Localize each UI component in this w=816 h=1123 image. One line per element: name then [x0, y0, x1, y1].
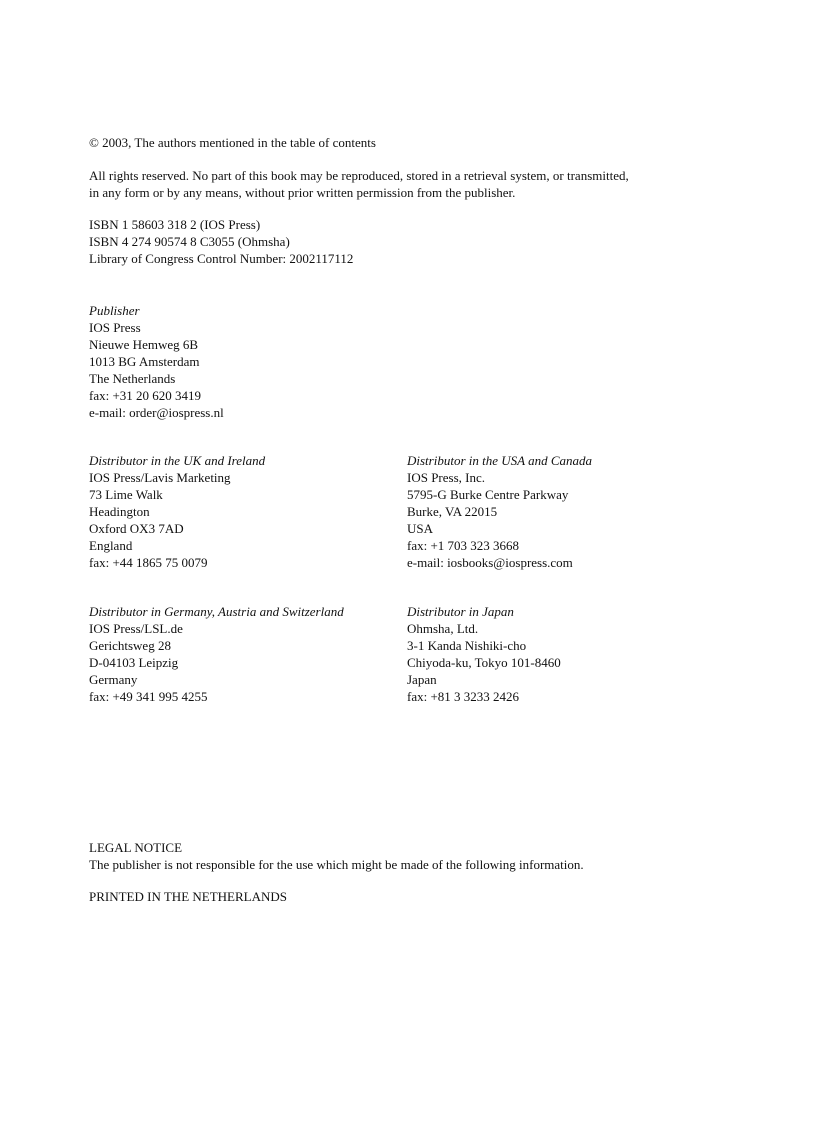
publisher-block	[89, 302, 224, 421]
distributor-usa-heading: Distributor in the USA and Canada	[407, 453, 593, 468]
lccn-line: Library of Congress Control Number: 2002117112	[89, 251, 354, 266]
distributor-japan-heading: Distributor in Japan	[407, 604, 514, 619]
copyright-notice	[89, 134, 376, 151]
fax-line: fax: +44 1865 75 0079	[89, 555, 208, 570]
isbn-block	[89, 216, 353, 267]
isbn-line: ISBN 1 58603 318 2 (IOS Press)	[89, 217, 261, 232]
address-line: England	[89, 538, 133, 553]
address-line: Chiyoda-ku, Tokyo 101-8460	[407, 655, 561, 670]
address-line: IOS Press, Inc.	[407, 470, 485, 485]
address-line: Gerichtsweg 28	[89, 638, 171, 653]
fax-line: fax: +49 341 995 4255	[89, 689, 208, 704]
address-line: Ohmsha, Ltd.	[407, 621, 479, 636]
address-line: IOS Press	[89, 320, 141, 335]
address-line: 1013 BG Amsterdam	[89, 354, 200, 369]
fax-line: fax: +31 20 620 3419	[89, 388, 202, 403]
legal-notice-text: The publisher is not responsible for the use which might be made of the following information.	[89, 857, 584, 872]
rights-line: All rights reserved. No part of this book may be reproduced, stored in a retrieval system, or transmitted,	[89, 168, 629, 183]
rights-line: in any form or by any means, without prior written permission from the publisher.	[89, 185, 516, 200]
address-line: The Netherlands	[89, 371, 176, 386]
email-line: e-mail: iosbooks@iospress.com	[407, 555, 573, 570]
address-line: Burke, VA 22015	[407, 504, 498, 519]
distributor-germany-heading: Distributor in Germany, Austria and Switzerland	[89, 604, 344, 619]
rights-statement	[89, 167, 629, 201]
isbn-line: ISBN 4 274 90574 8 C3055 (Ohmsha)	[89, 234, 290, 249]
address-line: Germany	[89, 672, 138, 687]
printed-in-line: PRINTED IN THE NETHERLANDS	[89, 889, 287, 904]
fax-line: fax: +81 3 3233 2426	[407, 689, 520, 704]
address-line: USA	[407, 521, 434, 536]
distributor-usa-block	[407, 452, 592, 571]
address-line: IOS Press/Lavis Marketing	[89, 470, 231, 485]
address-line: 73 Lime Walk	[89, 487, 163, 502]
address-line: Japan	[407, 672, 437, 687]
address-line: D-04103 Leipzig	[89, 655, 179, 670]
distributor-germany-block	[89, 603, 344, 705]
fax-line: fax: +1 703 323 3668	[407, 538, 520, 553]
address-line: Headington	[89, 504, 150, 519]
distributor-uk-heading: Distributor in the UK and Ireland	[89, 453, 266, 468]
address-line: 3-1 Kanda Nishiki-cho	[407, 638, 527, 653]
legal-notice-block	[89, 839, 584, 873]
address-line: IOS Press/LSL.de	[89, 621, 183, 636]
distributor-uk-block	[89, 452, 265, 571]
address-line: Oxford OX3 7AD	[89, 521, 184, 536]
copyright-line: © 2003, The authors mentioned in the table of contents	[89, 135, 376, 150]
publisher-heading: Publisher	[89, 303, 140, 318]
address-line: 5795-G Burke Centre Parkway	[407, 487, 569, 502]
address-line: Nieuwe Hemweg 6B	[89, 337, 199, 352]
printed-in-block	[89, 888, 287, 905]
legal-notice-heading: LEGAL NOTICE	[89, 840, 183, 855]
email-line: e-mail: order@iospress.nl	[89, 405, 224, 420]
distributor-japan-block	[407, 603, 561, 705]
